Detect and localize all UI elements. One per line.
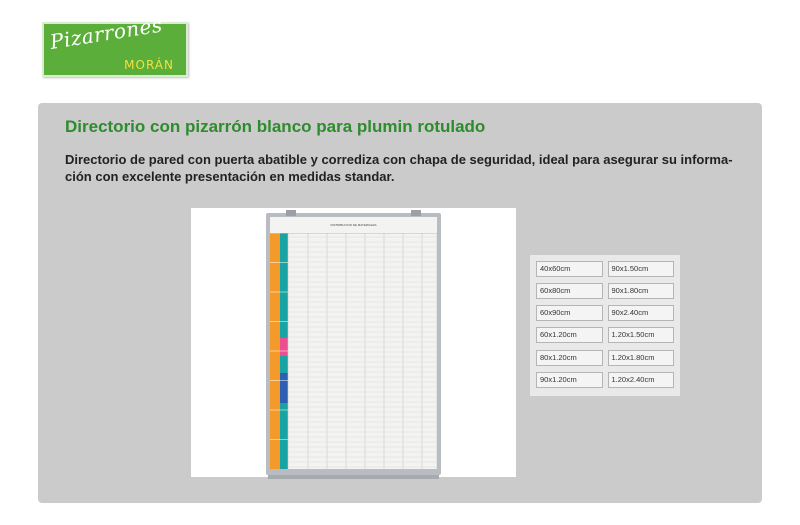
- board-tray: [268, 475, 439, 479]
- product-description: Directorio de pared con puerta abatible y corrediza con chapa de seguridad, ideal para asegurar su informa-ción con excelente presentación en medidas standar.: [65, 152, 733, 184]
- board-blue-block: [280, 373, 288, 403]
- product-image: [191, 208, 516, 477]
- board-pink-block: [280, 338, 288, 356]
- size-option: 60x90cm: [536, 305, 603, 321]
- board-header-text: DISTRIBUCION DE MATERIALES: [330, 223, 377, 227]
- board-grid: [270, 233, 437, 469]
- brand-logo: [42, 12, 188, 77]
- logo-script-text: Pizarrones: [48, 12, 165, 55]
- logo-sub-text: MORÁN: [124, 58, 174, 72]
- product-title: Directorio con pizarrón blanco para plumin rotulado: [65, 117, 486, 136]
- size-option: 1.20x1.80cm: [608, 350, 675, 366]
- size-option: 40x60cm: [536, 261, 603, 277]
- size-option: 60x80cm: [536, 283, 603, 299]
- size-option: 1.20x1.50cm: [608, 327, 675, 343]
- sizes-table: [530, 255, 680, 396]
- hanger-left: [286, 210, 296, 216]
- product-panel: [38, 103, 762, 503]
- size-option: 60x1.20cm: [536, 327, 603, 343]
- whiteboard-illustration: [266, 213, 441, 475]
- size-option: 1.20x2.40cm: [608, 372, 675, 388]
- size-option: 90x2.40cm: [608, 305, 675, 321]
- size-option: 90x1.80cm: [608, 283, 675, 299]
- size-option: 90x1.20cm: [536, 372, 603, 388]
- hanger-right: [411, 210, 421, 216]
- size-option: 80x1.20cm: [536, 350, 603, 366]
- size-option: 90x1.50cm: [608, 261, 675, 277]
